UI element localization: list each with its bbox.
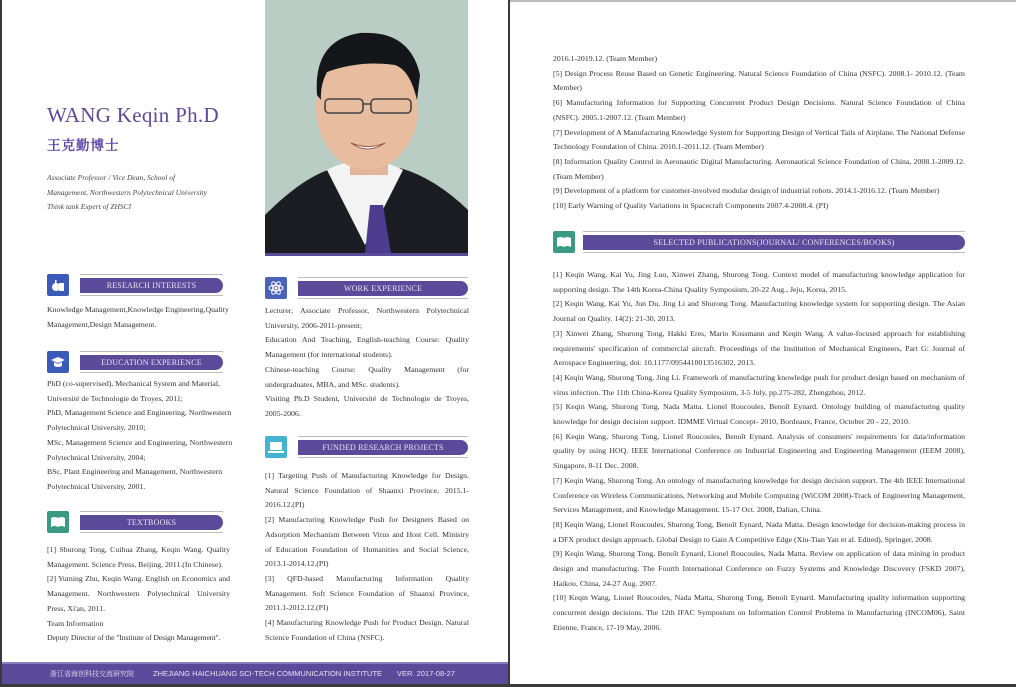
publication-item: [1] Keqin Wang, Kai Yu, Jing Luo, Xinwei Zhang, Shurong Tong. Context model of manufacturing knowledge application for supporting design. The 14th Korea-China Quality Symposium, 20-22 Aug., Jeju, Korea, 2015.	[553, 270, 965, 294]
section-header-research-interests	[47, 274, 223, 296]
work-item: Lecturer, Associate Professor, Northwestern Polytechnical University, 2006-2011-present;	[265, 306, 469, 330]
section-title: RESEARCH INTERESTS	[80, 278, 223, 293]
education-item: PhD (co-supervised), Mechanical System and Material, Université de Technologie de Troyes, 2011;	[47, 379, 220, 403]
project-item: [3] QFD-based Manufacturing Information Quality Management. Soft Science Foundation of Shaanxi Province, 2011.1-2012.12.(PI)	[265, 573, 469, 613]
research-interests-text	[47, 303, 235, 332]
apple-books-icon	[47, 274, 69, 296]
role-line: Think tank Expert of ZHSCI	[47, 202, 132, 212]
section-header-publications	[553, 231, 965, 253]
graduation-cap-icon	[47, 351, 69, 373]
section-title: TEXTBOOKS	[80, 515, 223, 530]
footer-version: VER. 2017-08-27	[397, 669, 455, 678]
laptop-icon	[265, 436, 287, 458]
role-line: Associate Professor / Vice Dean, School of	[47, 173, 176, 182]
publication-item: [9] Keqin Wang, Shurong Tong, Benoît Eynard, Lionel Roucoules, Nada Matta. Review on application of data mining in product design and manufacturing. The Fourth International Conference on Fuzzy Systems and Knowledge Discovery (FSKD 2007), Haikou, China, 24-27 Aug. 2007.	[553, 549, 965, 588]
work-item: Chinese-teaching Course: Quality Management (for undergraduates, MBA, and MSc. students).	[265, 364, 469, 389]
footer-bar	[2, 662, 508, 684]
section-header-work	[265, 277, 468, 299]
publication-item: [6] Keqin Wang, Shurong Tong, Lionel Roucoules, Benoît Eynard. Analysis of consumers' requirements for data/information quality by using HOQ. IEEE International Conference on Industrial Engineering and Engineering Management (IEEM 2008), Singapore, 8-11 Dec. 2008.	[553, 431, 965, 471]
project-item: [9] Development of a platform for customer-involved modular design of industrial robots. 2014.1-2016.12. (Team Member)	[553, 186, 940, 196]
publication-item: [7] Keqin Wang, Shurong Tong. An ontology of manufacturing knowledge for design decision support. The 4th IEEE International Conference on Wireless Communications, Networking and Mobile Computing (WiCOM 2008)-Track of Engineering Management, Services Management, and Knowledge Management. 15-17 Oct. 2008, Dalian, China.	[553, 475, 965, 515]
footer-org-english: ZHEJIANG HAICHUANG SCI-TECH COMMUNICATION INSTITUTE	[153, 669, 383, 678]
person-name: WANG Keqin Ph.D	[47, 103, 219, 127]
work-item: Visiting Ph.D Student, Université de Technologie de Troyes, 2005-2006.	[265, 394, 469, 418]
project-item: 2016.1-2019.12. (Team Member)	[553, 54, 658, 63]
project-item: [2] Manufacturing Knowledge Push for Designers Based on Adsorption Mechanism Between Virus and Host Cell. Ministry of Education Foundation of Humanities and Social Science, 2013.1-2014.12.(PI)	[265, 515, 469, 569]
textbooks-list	[47, 543, 230, 646]
project-item: [5] Design Process Reuse Based on Genetic Engineering. Natural Science Foundation of China (NSFC). 2008.1- 2010.12. (Team Member)	[553, 68, 965, 93]
funded-projects-list	[265, 469, 469, 645]
education-item: PhD, Management Science and Engineering, Northwestern Polytechnical University, 2010;	[47, 408, 232, 433]
team-info-text: Deputy Director of the "Institute of Design Management".	[47, 633, 221, 643]
team-info-heading: Team Information	[47, 618, 104, 628]
cv-page-right	[510, 0, 1016, 684]
project-item: [4] Manufacturing Knowledge Push for Product Design. Natural Science Foundation of China (NSFC).	[265, 618, 469, 642]
section-header-textbooks	[47, 511, 223, 533]
atom-icon	[265, 277, 287, 299]
project-item: [1] Targeting Push of Manufacturing Knowledge for Design. Natural Science Foundation of Shaanxi Province, 2015.1-2016.12.(PI)	[265, 471, 469, 510]
open-book-icon	[47, 511, 69, 533]
research-item: Knowledge Management,Knowledge Engineering,Quality Management,Design Management.	[47, 305, 229, 329]
footer-org-chinese: 浙江省海创科技交流研究院	[50, 670, 134, 678]
role-line: Management, Northwestern Polytechnical University	[47, 187, 207, 197]
project-item: [6] Manufacturing Information for Supporting Concurrent Product Design Decisions. Natural Science Foundation of China (NSFC). 2005.1-2007.12. (Team Member)	[553, 98, 965, 122]
publication-item: [5] Keqin Wang, Shurong Tong, Nada Matta, Lionel Roucoules, Benoît Eynard. Ontology building of manufacturing quality knowledge for design decision support. IDMME Virtual Concept- 2010, Bordeaux, France, October 20 - 22, 2010.	[553, 402, 965, 427]
section-title: WORK EXPERIENCE	[298, 281, 468, 296]
publication-item: [8] Keqin Wang, Lionel Roucoules, Shurong Tong, Benoît Eynard, Nada Matta. Design knowledge for decision-making process in a DFX product design approach. Global Design to Gain A Competitive Edge (Xiu-Tian Yan et al. Edited), Springer, 2008.	[553, 519, 965, 544]
project-item: [8] Information Quality Control in Aeronautic Digital Manufacturing. Aeronautical Science Foundation of China, 2008.1-2009.12. (Team Member)	[553, 156, 965, 181]
funded-projects-continued	[553, 52, 965, 214]
person-name-chinese: 王克勤博士	[47, 138, 120, 154]
publications-list	[553, 268, 965, 636]
section-title: SELECTED PUBLICATIONS(JOURNAL/ CONFERENCES/BOOKS)	[583, 235, 965, 250]
education-item: MSc, Management Science and Engineering, Northwestern Polytechnical University, 2004;	[47, 437, 233, 462]
section-title: EDUCATION EXPERIENCE	[80, 355, 223, 370]
publication-item: [3] Xinwei Zhang, Shurong Tong, Hakki Eres, Mario Kossmann and Keqin Wang. A value-focused approach for establishing requirements' specification of commercial aircraft. Proceedings of the Institution of Mechanical Engineers, Part G: Journal of Aerospace Engineering, doi: 10.1177/0954410013516302, 2013.	[553, 328, 965, 368]
portrait-photo	[265, 0, 468, 256]
project-item: [10] Early Warning of Quality Variations in Spacecraft Components 2007.4-2008.4. (PI)	[553, 201, 829, 211]
cv-page-left	[2, 0, 508, 684]
education-list	[47, 377, 235, 495]
section-title: FUNDED RESEARCH PROJECTS	[298, 440, 468, 455]
textbook-item: [1] Shurong Tong, Cuihua Zhang, Keqin Wang. Quality Management. Science Press, Beijing, 2011.(In Chinese).	[47, 545, 230, 569]
textbook-item: [2] Yuming Zhu, Keqin Wang. English on Economics and Management. Northwestern Polytechnical University Press, Xi'an, 2011.	[47, 574, 230, 613]
publication-item: [4] Keqin Wang, Shurong Tong, Jing Li. Framework of manufacturing knowledge push for product design based on mechanism of virus infection. The 11th China-Korea Quality Symposium, 3-5 July, pp.275-282, Zhengzhou, 2012.	[553, 372, 965, 397]
role-description	[47, 171, 207, 215]
publication-item: [2] Keqin Wang, Kai Yu, Jun Du, Jing Li and Shurong Tong. Manufacturing knowledge system for supporting design. The Asian Journal on Quality. 14(2): 21-30, 2013.	[553, 299, 965, 324]
open-book-icon	[553, 231, 575, 253]
project-item: [7] Development of A Manufacturing Knowledge System for Supporting Design of Vertical Tails of Airplane. The National Defense Technology Foundation of China. 2010.1-2011.12. (Team Member)	[553, 127, 965, 152]
section-header-funded	[265, 436, 468, 458]
work-experience-list	[265, 304, 469, 422]
education-item: BSc, Plant Engineering and Management, Northwestern Polytechnical University, 2001.	[47, 467, 223, 491]
work-item: Education And Teaching, English-teaching Course: Quality Management (for international students).	[265, 335, 469, 360]
publication-item: [10] Keqin Wang, Lionel Roucoules, Nada Matta, Shurong Tong, Benoît Eynard. Manufacturing quality information supporting concurrent design decisions. The 12th IFAC Symposium on Information Control Problems in Manufacturing (INCOM06), Saint Etienne, France, 17-19 May, 2006.	[553, 593, 965, 632]
section-header-education	[47, 351, 223, 373]
